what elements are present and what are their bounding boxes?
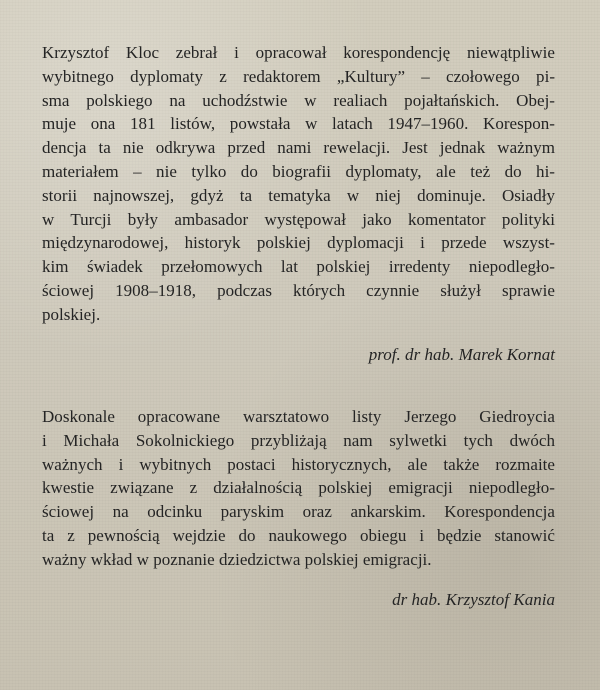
review-1-line-7: storii najnowszej, gdyż ta tematyka w niej dominuje. Osiadły [42,185,555,205]
review-1-signature: prof. dr hab. Marek Kornat [368,344,555,364]
review-1-line-9: międzynarodowej, historyk polskiej dyplomacji i przede wszyst- [42,233,555,253]
review-2-signature: dr hab. Krzysztof Kania [392,589,555,609]
review-block-1 [42,41,555,366]
review-2-line-3: ważnych i wybitnych postaci historycznych, ale także rozmaite [42,454,555,474]
review-2-line-7: ważny wkład w poznanie dziedzictwa polskiej emigracji. [42,549,432,569]
review-1-line-11: ściowej 1908–1918, podczas których czynnie służył sprawie [42,280,555,300]
review-1-line-6: materiałem – nie tylko do biografii dyplomaty, ale też do hi- [42,161,555,181]
review-1-line-5: dencja ta nie odkrywa przed nami rewelacji. Jest jednak ważnym [42,138,555,158]
review-2-line-6: ta z pewnością wejdzie do naukowego obiegu i będzie stanowić [42,525,555,545]
review-1-line-4: muje ona 181 listów, powstała w latach 1947–1960. Korespon- [42,114,555,134]
review-1-line-10: kim świadek przełomowych lat polskiej irredenty niepodległo- [42,257,555,277]
review-2-line-5: ściowej na odcinku paryskim oraz ankarskim. Korespondencja [42,502,555,522]
review-1-line-8: w Turcji były ambasador występował jako komentator polityki [42,209,555,229]
review-1-line-2: wybitnego dyplomaty z redaktorem „Kultury” – czołowego pi- [42,66,555,86]
review-1-line-1: Krzysztof Kloc zebrał i opracował korespondencję niewątpliwie [42,43,555,62]
review-1-line-3: sma polskiego na uchodźstwie w realiach pojałtańskich. Obej- [42,90,555,110]
review-2-line-2: i Michała Sokolnickiego przybliżają nam sylwetki tych dwóch [42,430,555,450]
review-block-2 [42,405,555,611]
review-2-line-1: Doskonale opracowane warsztatowo listy Jerzego Giedroycia [42,407,555,426]
review-2-line-4: kwestie związane z działalnością polskiej emigracji niepodległo- [42,478,555,498]
review-1-line-12: polskiej. [42,304,101,324]
